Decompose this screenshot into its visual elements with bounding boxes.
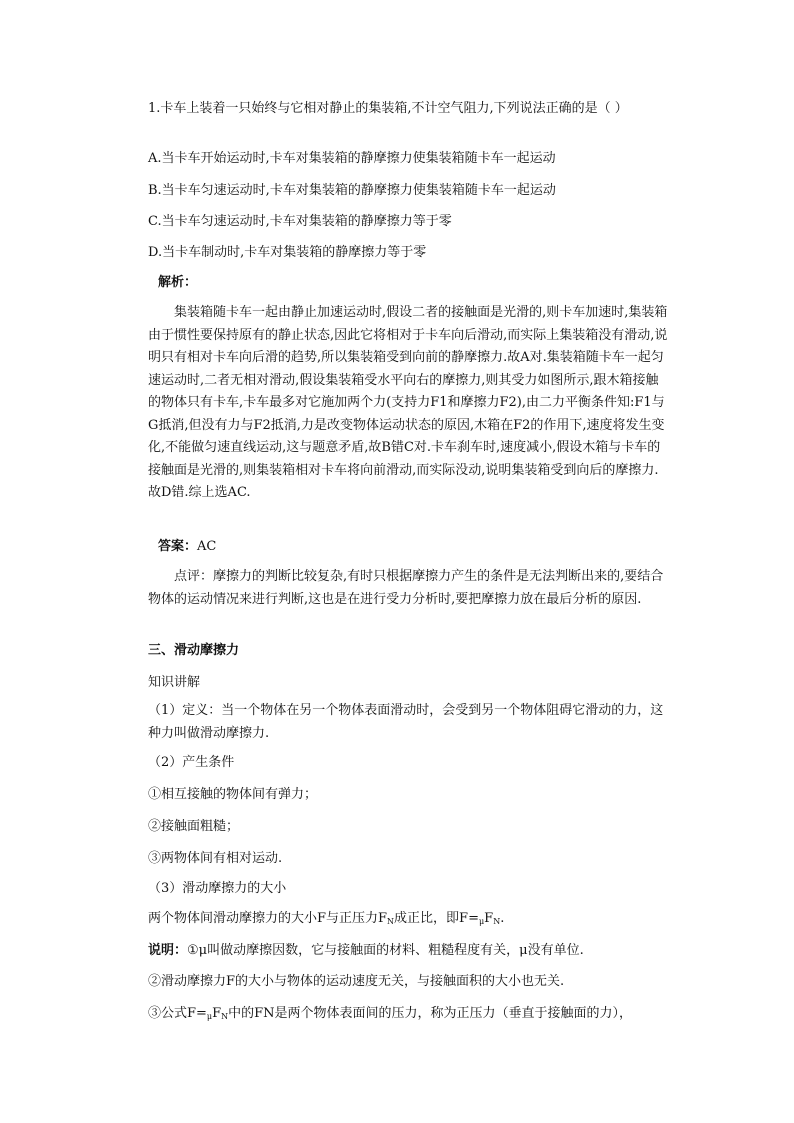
analysis-label: 解析： — [158, 275, 198, 290]
answer-line — [158, 536, 678, 559]
magnitude-title: （3）滑动摩擦力的大小 — [148, 881, 287, 896]
condition-2: ②接触面粗糙； — [148, 819, 240, 834]
note-3-line — [148, 1003, 668, 1029]
note-3-pre: ③公式F= — [148, 1006, 207, 1021]
answer-value: AC — [197, 539, 217, 554]
option-b: B.当卡车匀速运动时,卡车对集装箱的静摩擦力使集装箱随卡车一起运动 — [148, 183, 556, 198]
note-3-mu: μ — [206, 1012, 213, 1021]
magnitude-sub-n: N — [387, 917, 395, 926]
note-1-line — [148, 940, 668, 963]
magnitude-mid: 成正比，即F= — [394, 911, 479, 926]
condition-1: ①相互接触的物体间有弹力； — [148, 787, 318, 802]
answer-label: 答案： — [158, 539, 198, 554]
analysis-body: 集装箱随卡车一起由静止加速运动时,假设二者的接触面是光滑的,则卡车加速时,集装箱由于惯性要保持原有的静止状态,因此它将相对于卡车向后滑动,而实际上集装箱没有滑动,说明只有相对卡车向后滑的趋势,所以集装箱受到向前的静摩擦力.故A对.集装箱随卡车一起匀速运动时,二者无相对滑动,假设集装箱受水平向右的摩擦力,则其受力如图所示,跟木箱接触的物体只有卡车,卡车最多对它施加两个力(支持力F1和摩擦力F2),由二力平衡条件知:F1与G抵消,但没有力与F2抵消,力是改变物体运动状态的原因,木箱在F2的作用下,速度将发生变化,不能做匀速直线运动,这与题意矛盾,故B错C对.卡车刹车时,速度减小,假设木箱与卡车的接触面是光滑的,则集装箱相对卡车将向前滑动,而实际没动,说明集装箱受到向后的摩擦力.故D错.综上选AC. — [148, 305, 668, 500]
note-1: ①μ叫做动摩擦因数，它与接触面的材料、粗糙程度有关，μ没有单位. — [187, 943, 584, 958]
definition-text: （1）定义：当一个物体在另一个物体表面滑动时，会受到另一个物体阻碍它滑动的力，这种力叫做滑动摩擦力. — [148, 703, 664, 741]
note-2: ②滑动摩擦力F的大小与物体的运动速度无关，与接触面积的大小也无关. — [148, 974, 565, 989]
magnitude-mu: μ — [478, 917, 485, 926]
magnitude-end: . — [500, 911, 505, 926]
section-title: 三、滑动摩擦力 — [148, 643, 240, 658]
magnitude-sub-n2: N — [493, 917, 501, 926]
option-d: D.当卡车制动时,卡车对集装箱的静摩擦力等于零 — [148, 245, 427, 260]
option-c: C.当卡车匀速运动时,卡车对集装箱的静摩擦力等于零 — [148, 214, 452, 229]
magnitude-pre: 两个物体间滑动摩擦力的大小F与正压力F — [148, 911, 388, 926]
question-stem: 1.卡车上装着一只始终与它相对静止的集装箱,不计空气阻力,下列说法正确的是（ ） — [148, 101, 628, 116]
note-3-end: 中的FN是两个物体表面间的压力，称为正压力（垂直于接触面的力）， — [228, 1006, 633, 1021]
condition-3: ③两物体间有相对运动. — [148, 851, 283, 866]
note-3-sub-n: N — [221, 1012, 229, 1021]
magnitude-formula — [148, 908, 668, 934]
magnitude-f: F — [484, 911, 494, 926]
note-3-f: F — [212, 1006, 222, 1021]
comment-text: 点评：摩擦力的判断比较复杂,有时只根据摩擦力产生的条件是无法判断出来的,要结合物体的运动情况来进行判断,这也是在进行受力分析时,要把摩擦力放在最后分析的原因. — [148, 569, 664, 607]
option-a: A.当卡车开始运动时,卡车对集装箱的静摩擦力使集装箱随卡车一起运动 — [148, 151, 556, 166]
notes-label: 说明： — [148, 943, 188, 958]
conditions-title: （2）产生条件 — [148, 755, 235, 770]
section-subtitle: 知识讲解 — [148, 675, 201, 690]
